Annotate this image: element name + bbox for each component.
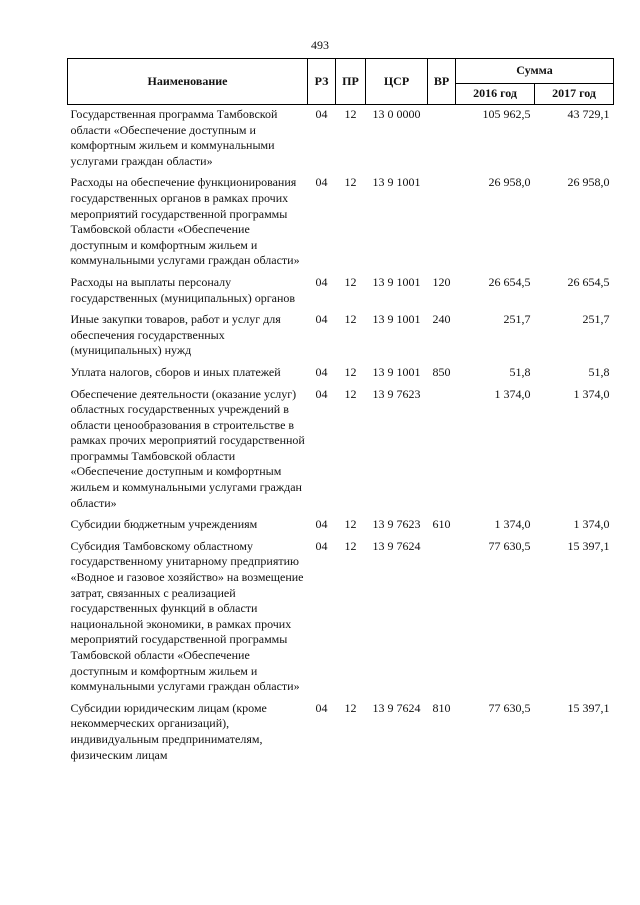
row-rz: 04 — [315, 386, 328, 401]
row-rz: 04 — [315, 107, 328, 121]
header-name: Наименование — [68, 59, 308, 105]
page-number: 493 — [311, 38, 329, 52]
row-sum-2017: 43 729,1 — [567, 107, 610, 121]
row-csr: 13 9 7624 — [372, 538, 421, 553]
table-row — [68, 312, 614, 365]
header-pr: ПР — [336, 59, 366, 105]
row-csr: 13 9 1001 — [372, 364, 421, 379]
header-2016: 2016 год — [456, 84, 535, 105]
row-sum-2016: 26 958,0 — [488, 175, 531, 190]
row-sum-2016: 51,8 — [509, 364, 531, 379]
budget-table — [67, 58, 614, 769]
row-pr: 12 — [344, 538, 357, 553]
table-row — [68, 539, 614, 701]
row-rz: 04 — [315, 364, 328, 379]
row-rz: 04 — [315, 274, 328, 289]
header-rz: РЗ — [308, 59, 336, 105]
header-vr: ВР — [428, 59, 456, 105]
row-name: Субсидия Тамбовскому областному государственному унитарному предприятию «Водное и газовое хозяйство» на возмещение затрат, связанных с реализацией государственных функций в области национальной экономики, в рамках прочих мероприятий государственной программы Тамбовской области «Обеспечение доступным и комфортным жильем и коммунальными услугами граждан области» — [70, 538, 304, 694]
table-row — [68, 275, 614, 312]
row-sum-2017: 26 654,5 — [567, 274, 610, 289]
row-sum-2017: 26 958,0 — [567, 175, 610, 190]
row-pr: 12 — [344, 386, 357, 401]
row-vr: 120 — [432, 274, 451, 289]
row-vr: 610 — [432, 517, 451, 532]
row-name: Государственная программа Тамбовской области «Обеспечение доступным и комфортным жильем и коммунальными услугами граждан области» — [70, 107, 278, 168]
row-sum-2017: 15 397,1 — [567, 538, 610, 553]
row-rz: 04 — [315, 175, 328, 190]
row-rz: 04 — [315, 538, 328, 553]
row-vr — [428, 539, 456, 701]
row-sum-2016: 77 630,5 — [488, 700, 531, 715]
row-rz: 04 — [315, 517, 328, 532]
row-vr: 810 — [432, 700, 451, 715]
table-row — [68, 365, 614, 387]
row-sum-2017: 51,8 — [588, 364, 610, 379]
row-pr: 12 — [344, 274, 357, 289]
row-sum-2016: 77 630,5 — [488, 538, 531, 553]
row-name: Иные закупки товаров, работ и услуг для обеспечения государственных (муниципальных) нужд — [70, 312, 281, 358]
header-2017: 2017 год — [535, 84, 614, 105]
row-pr: 12 — [344, 107, 357, 121]
table-row — [68, 517, 614, 539]
row-csr: 13 9 7623 — [372, 517, 421, 532]
header-sum: Сумма — [456, 59, 614, 84]
row-sum-2016: 26 654,5 — [488, 274, 531, 289]
row-pr: 12 — [344, 312, 357, 327]
row-vr — [428, 387, 456, 518]
row-sum-2017: 1 374,0 — [573, 386, 610, 401]
row-csr: 13 9 1001 — [372, 312, 421, 327]
row-name: Уплата налогов, сборов и иных платежей — [70, 364, 281, 379]
table-body — [68, 105, 614, 770]
header-csr: ЦСР — [366, 59, 428, 105]
row-sum-2016: 105 962,5 — [482, 107, 531, 121]
row-csr: 13 9 7624 — [372, 700, 421, 715]
row-name: Субсидии бюджетным учреждениям — [70, 517, 258, 532]
row-sum-2017: 251,7 — [582, 312, 610, 327]
row-pr: 12 — [344, 517, 357, 532]
row-name: Субсидии юридическим лицам (кроме некоммерческих организаций), индивидуальным предпринимателям, физическим лицам — [70, 700, 267, 762]
row-csr: 13 9 1001 — [372, 175, 421, 190]
row-rz: 04 — [315, 700, 328, 715]
row-sum-2016: 251,7 — [503, 312, 531, 327]
row-sum-2016: 1 374,0 — [494, 517, 531, 532]
row-pr: 12 — [344, 364, 357, 379]
table-row — [68, 175, 614, 275]
table-header — [68, 59, 614, 105]
table-row — [68, 105, 614, 176]
row-name: Обеспечение деятельности (оказание услуг) областных государственных учреждений в области ценообразования в строительстве в рамках прочих мероприятий государственной программы Тамбовской области «Обеспечение доступным и комфортным жильем и коммунальными услугами граждан области» — [70, 386, 305, 510]
row-pr: 12 — [344, 700, 357, 715]
table-row — [68, 701, 614, 769]
row-vr: 240 — [432, 312, 451, 327]
row-vr — [428, 175, 456, 275]
row-csr: 13 0 0000 — [372, 107, 421, 121]
row-csr: 13 9 7623 — [372, 386, 421, 401]
row-pr: 12 — [344, 175, 357, 190]
row-vr — [428, 105, 456, 176]
row-vr: 850 — [432, 364, 451, 379]
row-rz: 04 — [315, 312, 328, 327]
row-name: Расходы на обеспечение функционирования государственных органов в рамках прочих мероприятий государственной программы Тамбовской области «Обеспечение доступным и комфортным жильем и коммунальными услугами граждан области» — [70, 175, 300, 268]
row-sum-2017: 15 397,1 — [567, 700, 610, 715]
row-sum-2016: 1 374,0 — [494, 386, 531, 401]
row-csr: 13 9 1001 — [372, 274, 421, 289]
row-sum-2017: 1 374,0 — [573, 517, 610, 532]
row-name: Расходы на выплаты персоналу государственных (муниципальных) органов — [70, 274, 296, 305]
table-row — [68, 387, 614, 518]
